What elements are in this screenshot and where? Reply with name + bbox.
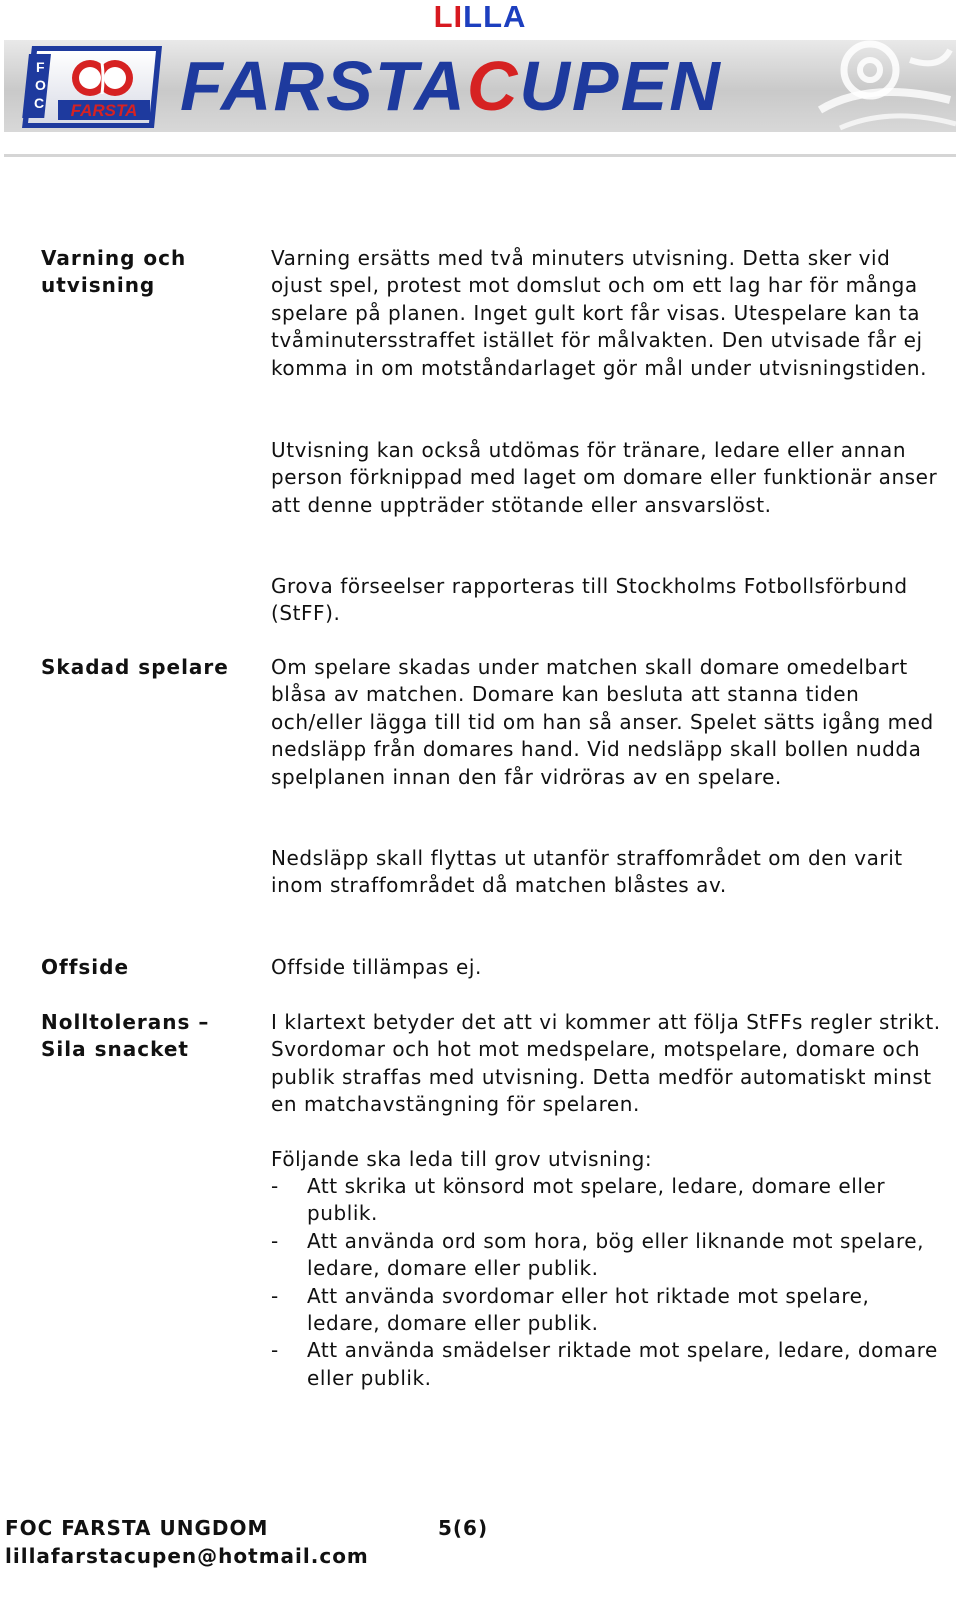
- list-item: [271, 1283, 941, 1338]
- list-item-text: Att använda ord som hora, bög eller liknande mot spelare, ledare, domare eller publik.: [307, 1228, 925, 1281]
- section-label-varning: Varning och utvisning: [41, 246, 187, 298]
- offside-text: Offside tillämpas ej.: [271, 955, 482, 979]
- section-label-skadad: Skadad spelare: [41, 655, 229, 679]
- nolltolerans-list: [271, 1173, 941, 1392]
- footer-email: lillafarstacupen@hotmail.com: [5, 1544, 369, 1568]
- event-badge-title: [0, 0, 960, 34]
- svg-text:O: O: [35, 77, 46, 93]
- list-bullet: -: [271, 1174, 279, 1198]
- section-label-nolltolerans: Nolltolerans – Sila snacket: [41, 1010, 210, 1062]
- foc-farsta-logo-icon: [18, 44, 166, 130]
- list-bullet: -: [271, 1283, 279, 1308]
- skadad-paragraph-1: Om spelare skadas under matchen skall domare omedelbart blåsa av matchen. Domare kan besluta att stanna tiden och/eller lägga till tid om han så anser. Spelet sätts igång med nedsläpp från domares hand. Vid nedsläpp skall bollen nudda spelplanen innan den får vidröras av en spelare.: [271, 655, 934, 789]
- list-bullet: -: [271, 1338, 279, 1363]
- list-item-text: Att använda svordomar eller hot riktade mot spelare, ledare, domare eller publik.: [307, 1283, 870, 1336]
- list-item: [271, 1173, 941, 1228]
- banner-title: [180, 44, 722, 128]
- banner-title-accent: C: [466, 47, 520, 125]
- varning-paragraph-1: Varning ersätts med två minuters utvisning. Detta sker vid ojust spel, protest mot domslut och om ett lag har för många spelare på planen. Inget gult kort får visas. Utespelare kan ta tvåminutersstraffet istället för målvakten. Den utvisade får ej komma in om motståndarlaget gör mål under utvisningstiden.: [271, 246, 928, 380]
- section-label-offside: Offside: [41, 955, 130, 979]
- footer-organization: FOC FARSTA UNGDOM: [5, 1516, 269, 1540]
- nolltolerans-list-intro: Följande ska leda till grov utvisning:: [271, 1147, 653, 1171]
- skadad-paragraph-2: Nedsläpp skall flyttas ut utanför straffområdet om den varit inom straffområdet då matchen blåstes av.: [271, 846, 903, 898]
- list-item: [271, 1337, 941, 1392]
- event-badge-part-red: LI: [433, 0, 464, 34]
- svg-text:C: C: [34, 95, 45, 111]
- footer-page-number: 5(6): [438, 1516, 489, 1540]
- list-bullet: -: [271, 1228, 279, 1253]
- list-item-text: Att använda smädelser riktade mot spelare, ledare, domare eller publik.: [307, 1338, 938, 1390]
- nolltolerans-paragraph: I klartext betyder det att vi kommer att följa StFFs regler strikt. Svordomar och hot mot medspelare, motspelare, domare och publik straffas med utvisning. Detta medför automatiskt minst en matchavstängning för spelaren.: [271, 1010, 941, 1117]
- list-item: [271, 1228, 941, 1283]
- varning-paragraph-2: Utvisning kan också utdömas för tränare, ledare eller annan person förknippad med laget om domare eller funktionär anser att denne uppträder stötande eller ansvarslöst.: [271, 438, 938, 517]
- banner-title-part1: FARSTA: [180, 47, 467, 125]
- svg-text:F: F: [36, 59, 45, 75]
- logo-text: FARSTA: [70, 101, 138, 120]
- banner-title-part2: UPEN: [519, 47, 722, 125]
- event-badge-part-blue: LLA: [463, 0, 527, 34]
- varning-paragraph-3: Grova förseelser rapporteras till Stockholms Fotbollsförbund (StFF).: [271, 574, 908, 626]
- header-divider: [4, 154, 956, 157]
- list-item-text: Att skrika ut könsord mot spelare, ledare, domare eller publik.: [307, 1174, 886, 1226]
- decorative-swirl-icon: [800, 40, 956, 132]
